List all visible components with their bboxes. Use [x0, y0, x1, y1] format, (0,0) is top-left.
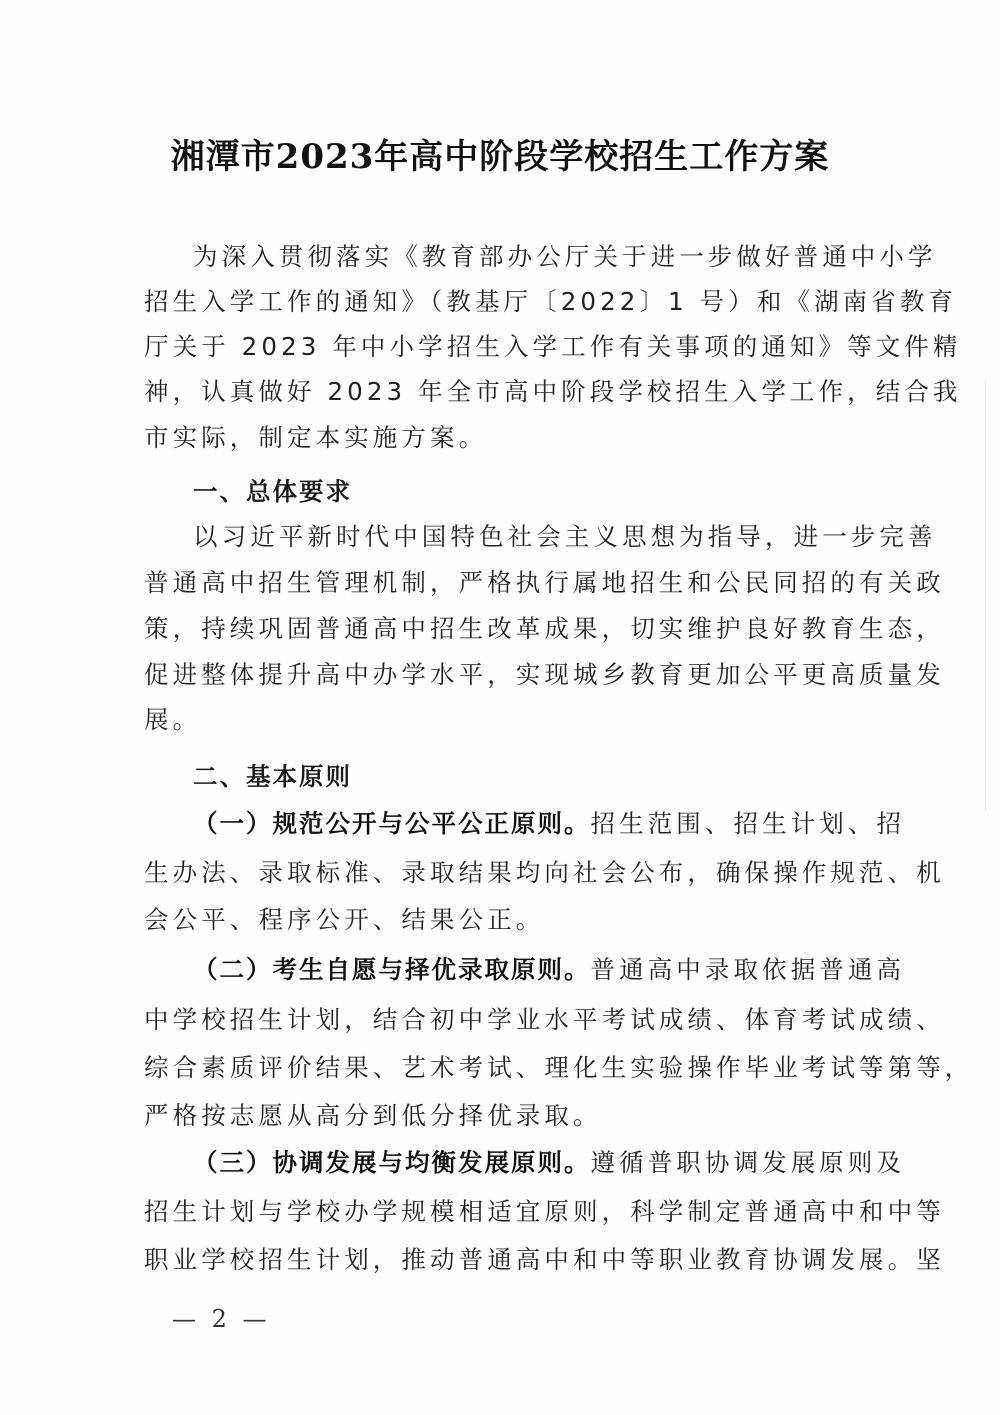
- paragraph-line: 普通高中招生管理机制，严格执行属地招生和公民同招的有关政: [144, 568, 945, 597]
- page-number: — 2 —: [172, 1305, 271, 1333]
- paragraph-line: 厅关于 2023 年中小学招生入学工作有关事项的通知》等文件精: [144, 332, 962, 361]
- paragraph-line: [193, 1143, 906, 1183]
- principle-text: 遵循普职协调发展原则及: [590, 1148, 906, 1177]
- paragraph-line: 职业学校招生计划，推动普通高中和中等职业教育协调发展。坚: [144, 1245, 945, 1274]
- paragraph-line: 为深入贯彻落实《教育部办公厅关于进一步做好普通中小学: [193, 242, 937, 271]
- paragraph-line: 策，持续巩固普通高中招生改革成果，切实维护良好教育生态，: [144, 614, 945, 643]
- paragraph-line: 促进整体提升高中办学水平，实现城乡教育更加公平更高质量发: [144, 660, 945, 689]
- principle-text: 普通高中录取依据普通高: [590, 955, 906, 984]
- paragraph-line: 招生入学工作的通知》（教基厅〔2022〕1 号）和《湖南省教育: [144, 287, 958, 316]
- paragraph-line: 市实际，制定本实施方案。: [144, 423, 488, 452]
- section-heading: 一、总体要求: [193, 477, 352, 506]
- paragraph-line: 展。: [144, 705, 202, 734]
- principle-title: （二）考生自愿与择优录取原则。: [193, 955, 591, 984]
- paragraph-line: 综合素质评价结果、艺术考试、理化生实验操作毕业考试等第等，: [144, 1053, 974, 1082]
- paragraph-line: 招生计划与学校办学规模相适宜原则，科学制定普通高中和中等: [144, 1197, 945, 1226]
- document-title: 湘潭市2023年高中阶段学校招生工作方案: [170, 137, 830, 177]
- scan-edge-mark: [985, 380, 986, 810]
- paragraph-line: 生办法、录取标准、录取结果均向社会公布，确保操作规范、机: [144, 858, 945, 887]
- principle-title: （一）规范公开与公平公正原则。: [193, 809, 591, 838]
- paragraph-line: 神，认真做好 2023 年全市高中阶段学校招生入学工作，结合我: [144, 377, 962, 406]
- section-heading: 二、基本原则: [193, 762, 352, 791]
- paragraph-line: [193, 950, 906, 990]
- paragraph-line: 以习近平新时代中国特色社会主义思想为指导，进一步完善: [193, 522, 937, 551]
- paragraph-line: [193, 804, 906, 844]
- paragraph-line: 会公平、程序公开、结果公正。: [144, 905, 545, 934]
- principle-title: （三）协调发展与均衡发展原则。: [193, 1148, 591, 1177]
- principle-text: 招生范围、招生计划、招: [590, 809, 906, 838]
- paragraph-line: 中学校招生计划，结合初中学业水平考试成绩、体育考试成绩、: [144, 1005, 945, 1034]
- paragraph-line: 严格按志愿从高分到低分择优录取。: [144, 1101, 602, 1130]
